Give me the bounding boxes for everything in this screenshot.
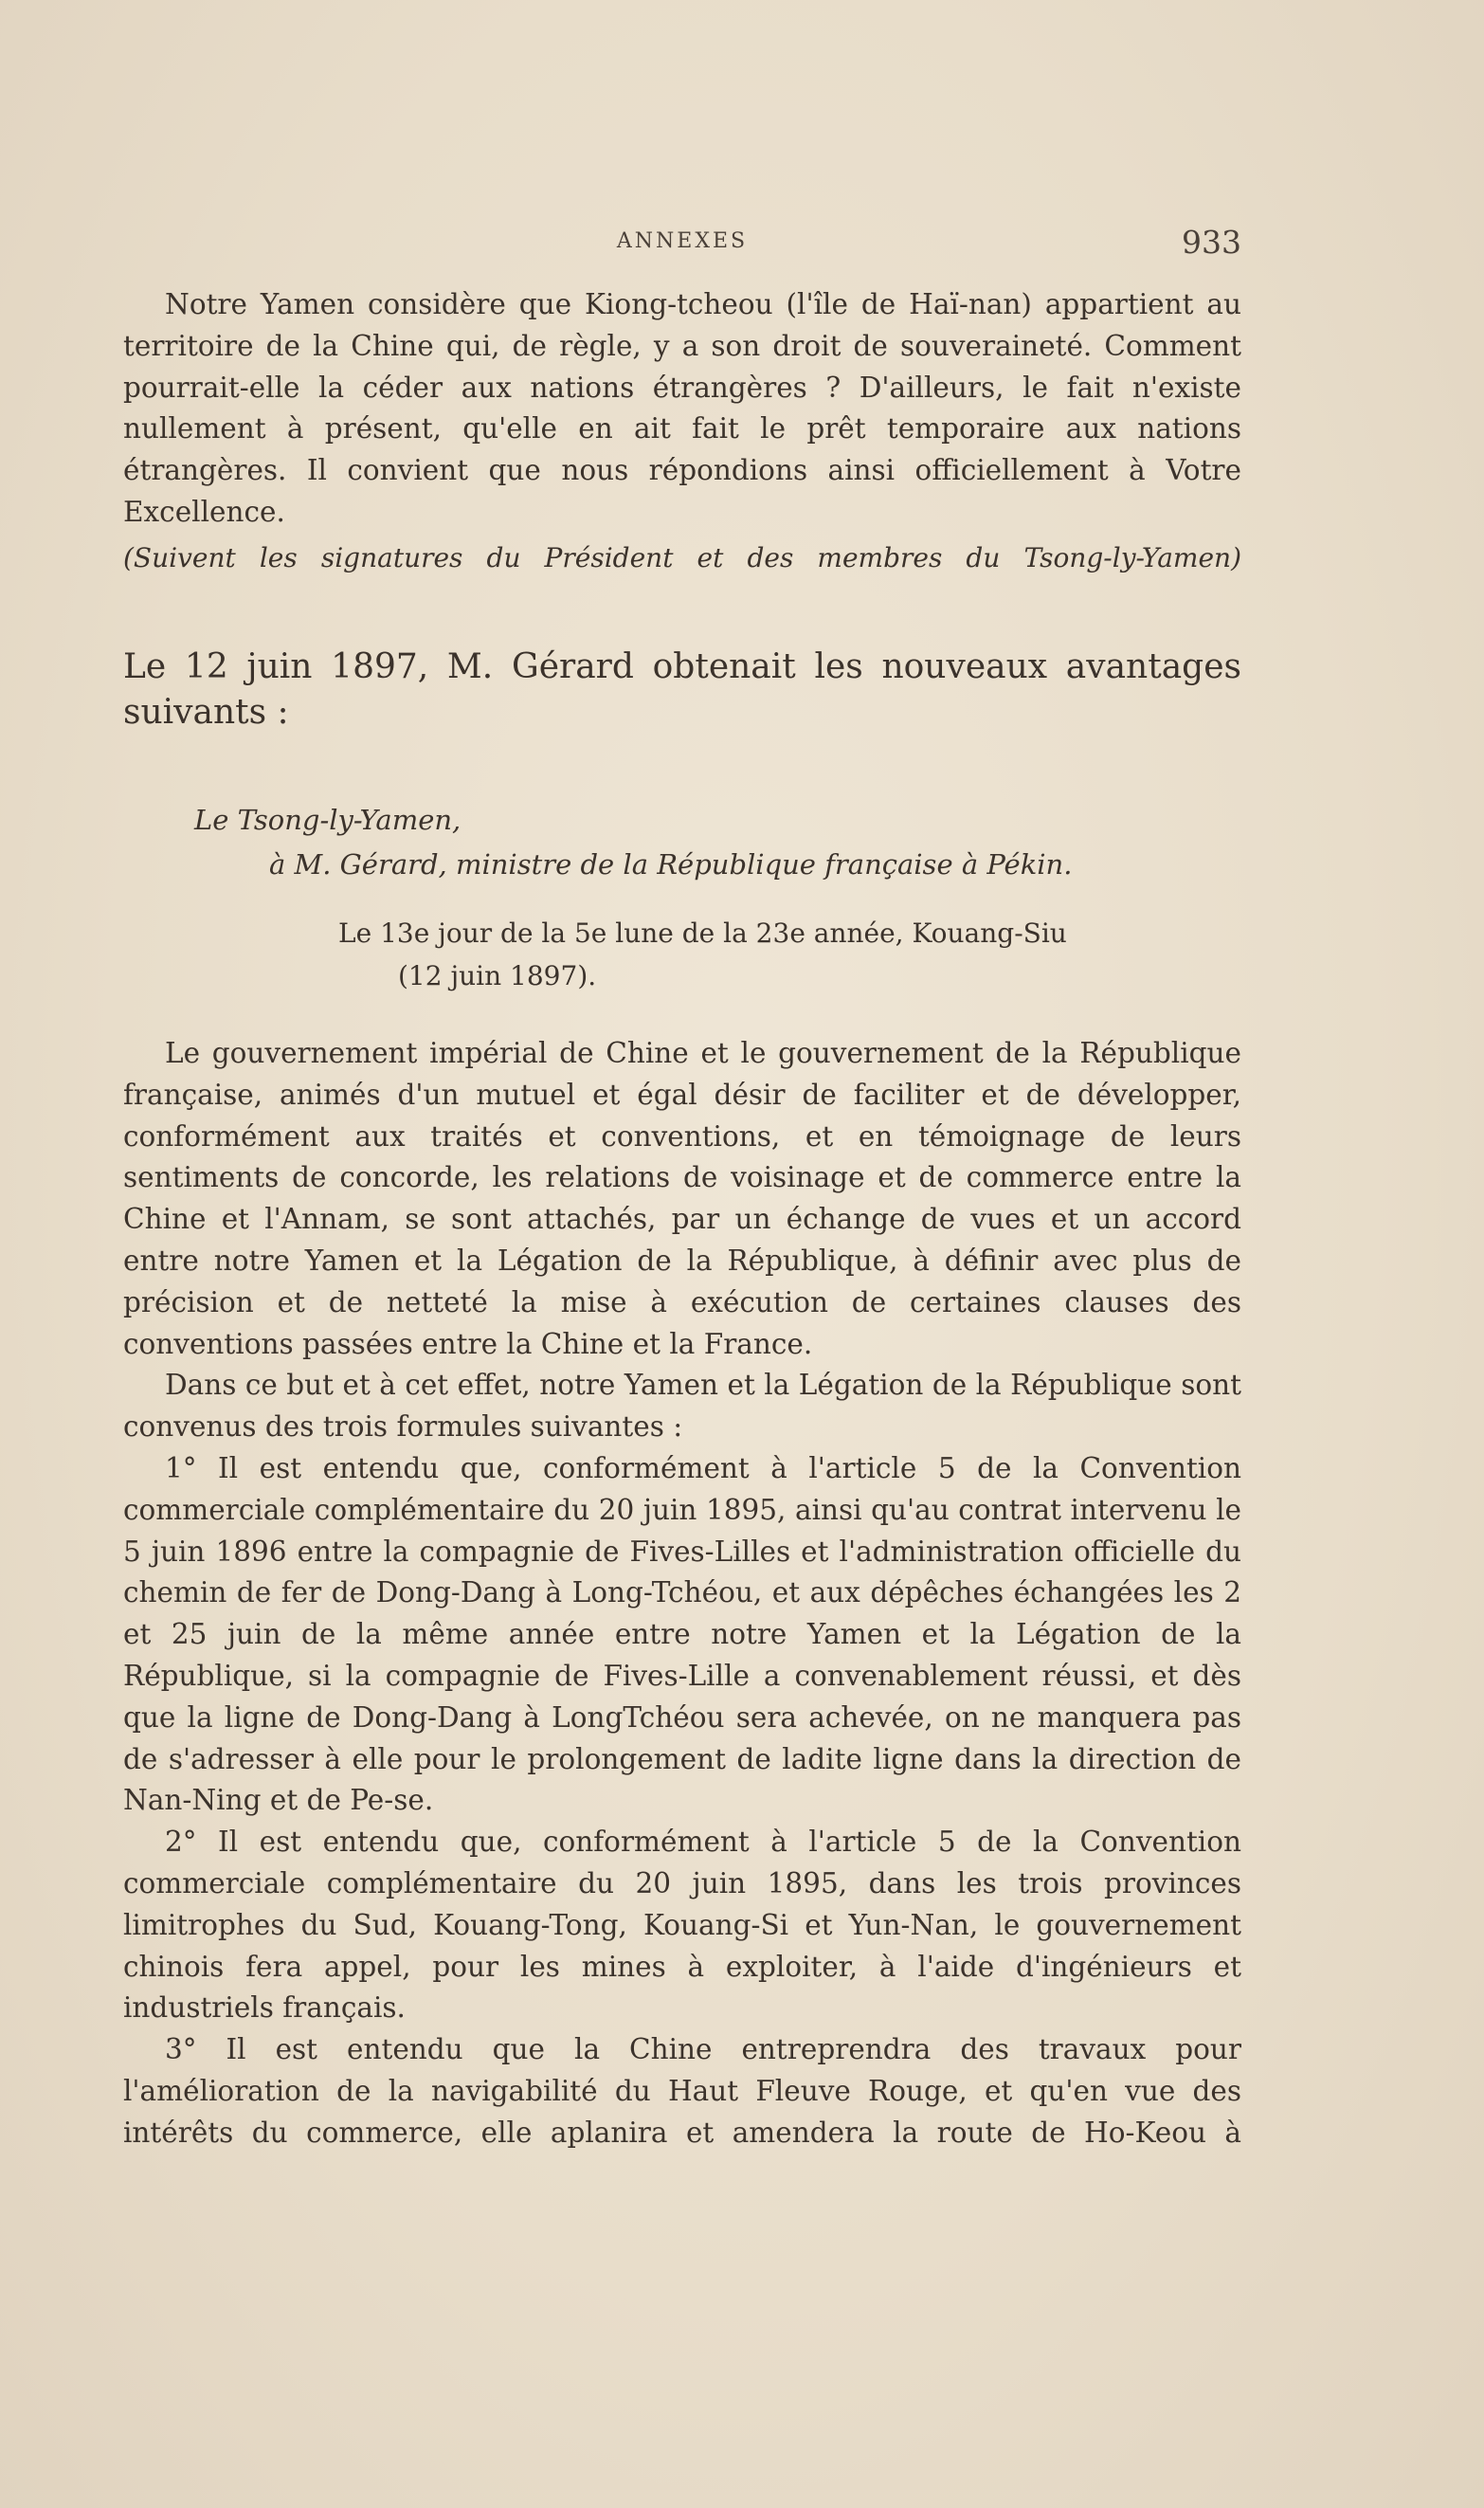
lead-line-1: Le 12 juin 1897, M. Gérard obtenait les nouveaux avantages bbox=[123, 647, 1241, 686]
letter-date: Le 13e jour de la 5e lune de la 23e année, Kouang-Siu bbox=[338, 918, 1067, 949]
running-head: ANNEXES bbox=[616, 229, 749, 253]
paragraph-article-2: 2° Il est entendu que, conformément à l'article 5 de la Convention commerciale complémentaire du 20 juin 1895, dans les trois provinces limitrophes du Sud, Kouang-Tong, Kouang-Si et Yun-Nan, le gouvernement chinois fera appel, pour les mines à exploiter, à l'aide d'ingénieurs et industriels français. bbox=[123, 1826, 1241, 2025]
letter-sender: Le Tsong-ly-Yamen, bbox=[194, 804, 461, 836]
top-paragraph bbox=[123, 284, 1241, 534]
paragraph-article-3: 3° Il est entendu que la Chine entreprendra des travaux pour l'amélioration de la navigabilité du Haut Fleuve Rouge, et qu'en vue des intérêts du commerce, elle aplanira et amendera la route de Ho-Keou à bbox=[123, 2033, 1241, 2149]
lead-paragraph bbox=[123, 645, 1241, 736]
signatures-note: (Suivent les signatures du Président et des membres du Tsong-ly-Yamen) bbox=[123, 542, 1241, 573]
paragraph-article-1: 1° Il est entendu que, conformément à l'article 5 de la Convention commerciale complémentaire du 20 juin 1895, ainsi qu'au contrat intervenu le 5 juin 1896 entre la compagnie de Fives-Lilles et l'administration officielle du chemin de fer de Dong-Dang à Long-Tchéou, et aux dépêches échangées les 2 et 25 juin de la même année entre notre Yamen et la Légation de la République, si la compagnie de Fives-Lille a convenablement réussi, et dès que la ligne de Dong-Dang à LongTchéou sera achevée, on ne manquera pas de s'adresser à elle pour le prolongement de ladite ligne dans la direction de Nan-Ning et de Pe-se. bbox=[123, 1451, 1241, 1817]
lead-line-2: suivants : bbox=[123, 693, 289, 732]
letter-body bbox=[123, 1033, 1241, 2154]
paragraph-preamble: Le gouvernement impérial de Chine et le gouvernement de la République française, animés d'un mutuel et égal désir de faciliter et de développer, conformément aux traités et conventions, et en témoignage de leurs sentiments de concorde, les relations de voisinage et de commerce entre la Chine et l'Annam, se sont attachés, par un échange de vues et un accord entre notre Yamen et la Légation de la République, à définir avec plus de précision et de netteté la mise à exécution de certaines clauses des conventions passées entre la Chine et la France. bbox=[123, 1037, 1241, 1360]
letter-recipient: à M. Gérard, ministre de la République française à Pékin. bbox=[269, 848, 1073, 881]
letter-date-gregorian: (12 juin 1897). bbox=[398, 960, 597, 991]
page-header bbox=[123, 224, 1241, 267]
paragraph-formulas-intro: Dans ce but et à cet effet, notre Yamen et la Légation de la République sont convenus des trois formules suivantes : bbox=[123, 1369, 1241, 1444]
page-number: 933 bbox=[1182, 224, 1241, 261]
top-paragraph-text: Notre Yamen considère que Kiong-tcheou (l'île de Haï-nan) appartient au territoire de la Chine qui, de règle, y a son droit de souveraineté. Comment pourrait-elle la céder aux nations étrangères ? D'ailleurs, le fait n'existe nullement à présent, qu'elle en ait fait le prêt temporaire aux nations étrangères. Il convient que nous répondions ainsi officiellement à Votre Excellence. bbox=[123, 288, 1241, 528]
